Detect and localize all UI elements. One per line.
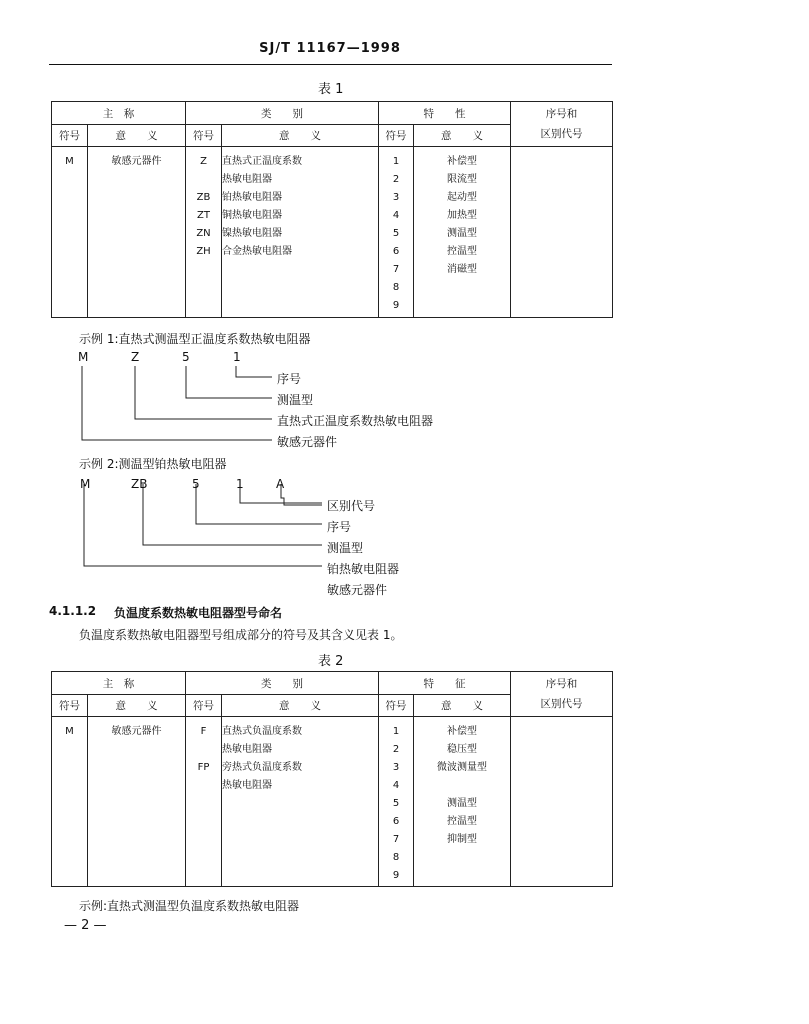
table2-feat-meaning: 测温型 bbox=[447, 798, 477, 809]
table2-feat-meaning: 抑制型 bbox=[447, 834, 477, 845]
table1-group-feature: 特 性 bbox=[379, 102, 511, 125]
page-number: — 2 — bbox=[64, 918, 107, 933]
table1-feat-symbol: 9 bbox=[392, 300, 400, 311]
table1-cat-symbol: ZH bbox=[196, 246, 211, 257]
table2-feat-symbol: 1 bbox=[392, 726, 400, 737]
table1-feat-meaning: 控温型 bbox=[447, 246, 477, 257]
table2-feat-symbol: 2 bbox=[392, 744, 400, 755]
example2-label-category: 铂热敏电阻器 bbox=[327, 562, 400, 576]
section-title: 负温度系数热敏电阻器型号命名 bbox=[114, 606, 283, 620]
table2-category-symbols bbox=[186, 717, 222, 887]
example1-leader-serial bbox=[236, 366, 272, 377]
example1-code-category: Z bbox=[131, 350, 140, 364]
table1-cat-symbol: ZB bbox=[196, 192, 211, 203]
example2-label-serial: 序号 bbox=[327, 520, 352, 534]
example2-code-serial: 1 bbox=[236, 477, 244, 491]
table2-main-symbol bbox=[52, 717, 88, 887]
example3-title: 示例:直热式测温型负温度系数热敏电阻器 bbox=[79, 899, 300, 913]
table1-cat-symbol: ZN bbox=[196, 228, 211, 239]
example1-label-main: 敏感元器件 bbox=[277, 435, 338, 449]
table2-feat-symbol: 7 bbox=[392, 834, 400, 845]
example2-title: 示例 2:测温型铂热敏电阻器 bbox=[79, 457, 227, 471]
example2-label-feature: 测温型 bbox=[327, 541, 364, 555]
table1-cat-meaning: 合金热敏电阻器 bbox=[222, 246, 292, 257]
table1-sub-symbol: 符号 bbox=[379, 125, 414, 147]
example2-leader-main bbox=[84, 484, 322, 566]
table2-category-meanings bbox=[222, 717, 379, 887]
example2-leader-category bbox=[143, 484, 322, 545]
table1-cat-meaning: 铜热敏电阻器 bbox=[222, 210, 282, 221]
example1-leader-feature bbox=[186, 366, 272, 398]
table1-serial-line2: 区别代号 bbox=[540, 128, 583, 140]
table1-group-category: 类 别 bbox=[186, 102, 379, 125]
table2-feat-symbol: 9 bbox=[392, 870, 400, 881]
example1-title: 示例 1:直热式测温型正温度系数热敏电阻器 bbox=[79, 332, 311, 346]
example2-code-distinction: A bbox=[276, 477, 285, 491]
standard-number: SJ/T 11167—1998 bbox=[259, 41, 401, 56]
table1-cat-meaning: 镍热敏电阻器 bbox=[222, 228, 282, 239]
table2-serial-cell bbox=[511, 717, 613, 887]
table2-feat-symbol: 8 bbox=[392, 852, 400, 863]
table2-main-meaning bbox=[88, 717, 186, 887]
table1-feat-symbol: 7 bbox=[392, 264, 400, 275]
section-number: 4.1.1.2 bbox=[49, 604, 97, 618]
table1-sub-symbol: 符号 bbox=[52, 125, 88, 147]
table2-feat-symbol: 4 bbox=[392, 780, 400, 791]
table1-feat-symbol: 8 bbox=[392, 282, 400, 293]
example1-leader-category bbox=[135, 366, 272, 419]
example1-label-serial: 序号 bbox=[277, 372, 302, 386]
table2-feat-symbol: 6 bbox=[392, 816, 400, 827]
table1-feat-symbol: 3 bbox=[392, 192, 400, 203]
table2-sub-meaning: 意 义 bbox=[88, 695, 186, 717]
example2-code-main: M bbox=[80, 477, 91, 491]
table2-cat-symbol bbox=[186, 777, 221, 795]
table2-cat-meaning: 热敏电阻器 bbox=[222, 780, 272, 791]
table1-sub-symbol: 符号 bbox=[186, 125, 222, 147]
table1-cat-meaning: 热敏电阻器 bbox=[222, 174, 272, 185]
table2-feature-symbols bbox=[379, 717, 414, 887]
table1-serial-line1: 序号和 bbox=[545, 108, 578, 120]
table2-feat-meaning bbox=[414, 849, 510, 867]
table1-group-main: 主 称 bbox=[52, 102, 186, 125]
table2-cat-symbol: F bbox=[200, 726, 207, 737]
table2-cat-meaning: 直热式负温度系数 bbox=[222, 726, 302, 737]
table2-group-serial bbox=[511, 672, 613, 717]
example2-leader-distinction bbox=[281, 484, 322, 505]
example1-code-serial: 1 bbox=[233, 350, 241, 364]
table2-feat-meaning: 微波测量型 bbox=[437, 762, 487, 773]
table1-feat-symbol: 2 bbox=[392, 174, 400, 185]
table1-feat-symbol: 5 bbox=[392, 228, 400, 239]
example2-label-distinction: 区别代号 bbox=[327, 499, 376, 513]
table1-sub-meaning: 意 义 bbox=[88, 125, 186, 147]
table1-sub-meaning: 意 义 bbox=[414, 125, 511, 147]
table2-group-main: 主 称 bbox=[52, 672, 186, 695]
table2-caption: 表 2 bbox=[318, 654, 344, 669]
table1-caption: 表 1 bbox=[318, 82, 344, 97]
table2-feat-symbol: 3 bbox=[392, 762, 400, 773]
table2-group-category: 类 别 bbox=[186, 672, 379, 695]
table2-sub-meaning: 意 义 bbox=[222, 695, 379, 717]
table2-feat-meaning: 补偿型 bbox=[447, 726, 477, 737]
table1-feat-meaning: 测温型 bbox=[447, 228, 477, 239]
example2-code-category: ZB bbox=[131, 477, 148, 491]
example1-label-feature: 测温型 bbox=[277, 393, 314, 407]
table2-cat-meaning: 旁热式负温度系数 bbox=[222, 762, 302, 773]
table2-serial-line1: 序号和 bbox=[545, 678, 578, 690]
table2-main-meaning-value: 敏感元器件 bbox=[111, 726, 162, 737]
table1-cat-meaning: 直热式正温度系数 bbox=[222, 156, 302, 167]
example1-code-main: M bbox=[78, 350, 89, 364]
table2-sub-symbol: 符号 bbox=[379, 695, 414, 717]
table2-cat-symbol: FP bbox=[197, 762, 210, 773]
table2-group-feature: 特 征 bbox=[379, 672, 511, 695]
section-body: 负温度系数热敏电阻器型号组成部分的符号及其含义见表 1。 bbox=[79, 628, 403, 642]
table1-sub-meaning: 意 义 bbox=[222, 125, 379, 147]
table1-feat-symbol: 1 bbox=[392, 156, 400, 167]
table1-feat-meaning: 加热型 bbox=[447, 210, 477, 221]
table2-feat-meaning: 控温型 bbox=[447, 816, 477, 827]
table2-feat-symbol: 5 bbox=[392, 798, 400, 809]
table2-feature-meanings bbox=[414, 717, 511, 887]
table1-cat-meaning: 铂热敏电阻器 bbox=[222, 192, 282, 203]
example2-leader-feature bbox=[196, 484, 322, 524]
table1-cat-symbol: ZT bbox=[197, 210, 210, 221]
table2 bbox=[51, 671, 613, 887]
table1-feat-symbol: 6 bbox=[392, 246, 400, 257]
table1-main-symbol-value: M bbox=[65, 156, 74, 167]
table1-feat-meaning: 补偿型 bbox=[447, 156, 477, 167]
table2-sub-meaning: 意 义 bbox=[414, 695, 511, 717]
table2-cat-meaning: 热敏电阻器 bbox=[222, 744, 272, 755]
example1-code-feature: 5 bbox=[182, 350, 190, 364]
table1-feat-meaning: 限流型 bbox=[447, 174, 477, 185]
table2-sub-symbol: 符号 bbox=[52, 695, 88, 717]
table1-feat-meaning: 起动型 bbox=[447, 192, 477, 203]
table2-serial-line2: 区别代号 bbox=[540, 698, 583, 710]
example2-code-feature: 5 bbox=[192, 477, 200, 491]
table1-main-meaning-value: 敏感元器件 bbox=[111, 156, 162, 167]
table2-main-symbol-value: M bbox=[65, 726, 74, 737]
table1-feat-symbol: 4 bbox=[392, 210, 400, 221]
table2-sub-symbol: 符号 bbox=[186, 695, 222, 717]
table1-feat-meaning: 消磁型 bbox=[447, 264, 477, 275]
table1-cat-symbol: Z bbox=[200, 156, 207, 167]
table2-feat-meaning bbox=[414, 867, 510, 885]
example2-label-main: 敏感元器件 bbox=[327, 583, 388, 597]
table2-feat-meaning: 稳压型 bbox=[447, 744, 477, 755]
table2-feat-meaning bbox=[414, 777, 510, 795]
example1-label-category: 直热式正温度系数热敏电阻器 bbox=[277, 414, 434, 428]
table2-cat-symbol bbox=[186, 741, 221, 759]
